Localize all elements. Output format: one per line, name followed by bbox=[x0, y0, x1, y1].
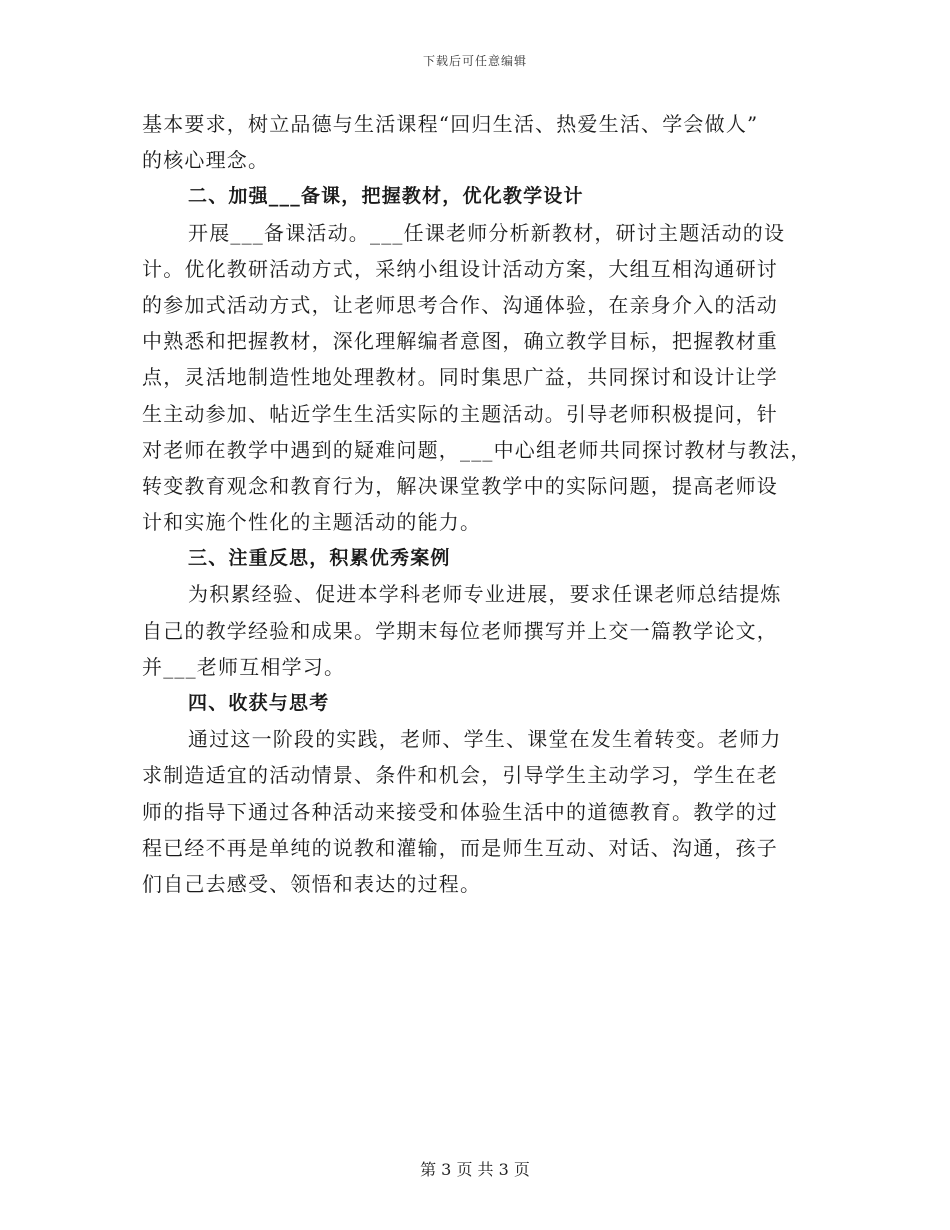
paragraph-line: 转变教育观念和教育行为，解决课堂教学中的实际问题，提高老师设 bbox=[142, 473, 778, 498]
document-body bbox=[142, 106, 822, 902]
page-footer: 第 3 页 共 3 页 bbox=[420, 1160, 530, 1179]
paragraph-line: 计。优化教研活动方式，采纳小组设计活动方案，大组互相沟通研讨 bbox=[142, 256, 778, 281]
section-heading: 二、加强___备课，把握教材，优化教学设计 bbox=[188, 185, 584, 208]
paragraph-line: 计和实施个性化的主题活动的能力。 bbox=[142, 510, 482, 535]
paragraph-line: 为积累经验、促进本学科老师专业进展，要求任课老师总结提炼 bbox=[188, 582, 782, 607]
paragraph-line: 并___老师互相学习。 bbox=[142, 654, 346, 679]
page-header: 下载后可任意编辑 bbox=[422, 54, 527, 68]
paragraph-line: 生主动参加、帖近学生生活实际的主题活动。引导老师积极提问，针 bbox=[142, 401, 778, 426]
paragraph-line: 的核心理念。 bbox=[142, 148, 270, 173]
section-heading: 四、收获与思考 bbox=[188, 692, 330, 714]
paragraph-line: 对老师在教学中遇到的疑难问题，___中心组老师共同探讨教材与教法， bbox=[142, 437, 812, 462]
paragraph-line: 开展___备课活动。___任课老师分析新教材，研讨主题活动的设 bbox=[188, 220, 786, 245]
paragraph-line: 的参加式活动方式，让老师思考合作、沟通体验，在亲身介入的活动 bbox=[142, 292, 778, 317]
paragraph-line: 师的指导下通过各种活动来接受和体验生活中的道德教育。教学的过 bbox=[142, 799, 778, 824]
paragraph-line: 点，灵活地制造性地处理教材。同时集思广益，共同探讨和设计让学 bbox=[142, 365, 778, 390]
paragraph-line: 们自己去感受、领悟和表达的过程。 bbox=[142, 871, 482, 896]
paragraph-line: 通过这一阶段的实践，老师、学生、课堂在发生着转变。老师力 bbox=[188, 727, 782, 752]
paragraph-line: 程已经不再是单纯的说教和灌输，而是师生互动、对话、沟通，孩子 bbox=[142, 835, 778, 860]
paragraph-line: 中熟悉和把握教材，深化理解编者意图，确立教学目标，把握教材重 bbox=[142, 329, 778, 354]
paragraph-line: 基本要求，树立品德与生活课程“回归生活、热爱生活、学会做人” bbox=[142, 112, 759, 136]
paragraph-line: 求制造适宜的活动情景、条件和机会，引导学生主动学习，学生在老 bbox=[142, 763, 778, 788]
paragraph-line: 自己的教学经验和成果。学期末每位老师撰写并上交一篇教学论文， bbox=[142, 618, 778, 643]
section-heading: 三、注重反思，积累优秀案例 bbox=[188, 547, 451, 570]
